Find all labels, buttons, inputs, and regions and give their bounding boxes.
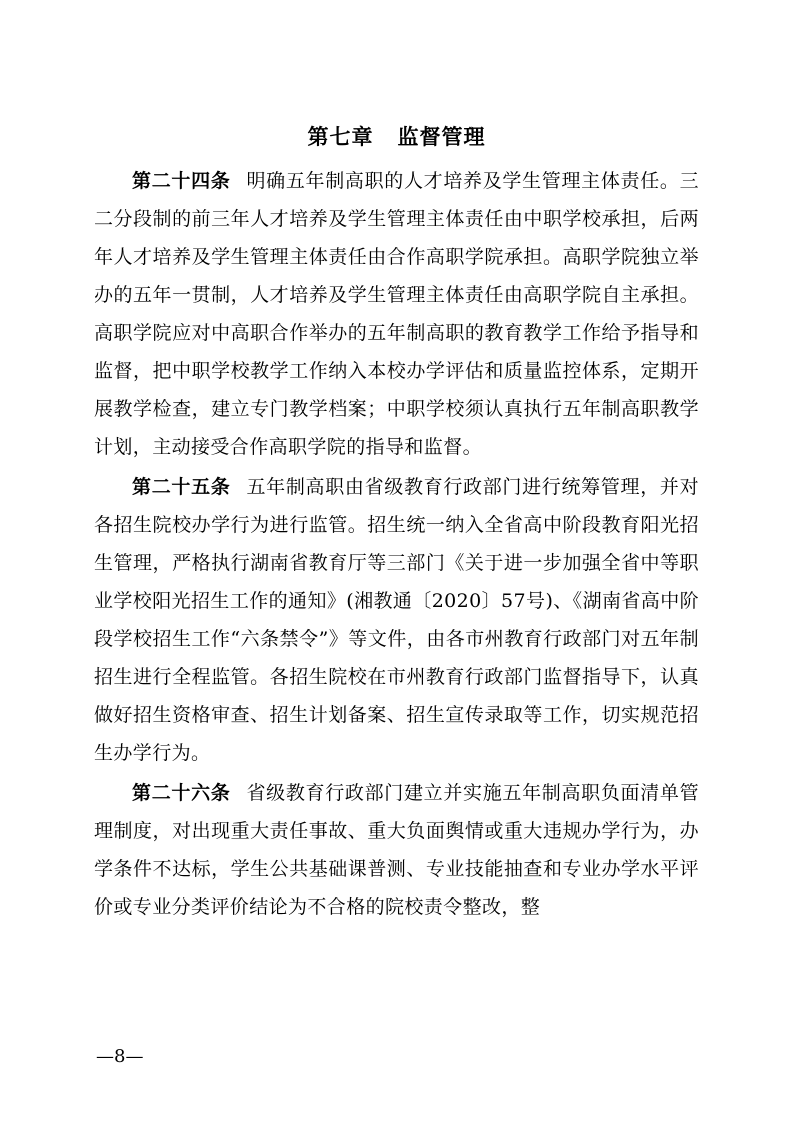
article-25-label: 第二十五条	[132, 476, 231, 498]
chapter-title	[94, 122, 699, 152]
page-content	[94, 122, 699, 928]
article-26-label: 第二十六条	[132, 782, 231, 804]
article-24-label: 第二十四条	[132, 170, 231, 192]
article-26-text: 省级教育行政部门建立并实施五年制高职负面清单管理制度，对出现重大责任事故、重大负面舆情或重大违规办学行为，办学条件不达标，学生公共基础课普测、专业技能抽查和专业办学水平评价或专业分类评价结论为不合格的院校责令整改，整	[94, 782, 699, 918]
article-26	[94, 774, 699, 926]
article-24	[94, 162, 699, 466]
article-24-text: 明确五年制高职的人才培养及学生管理主体责任。三二分段制的前三年人才培养及学生管理主体责任由中职学校承担，后两年人才培养及学生管理主体责任由合作高职学院承担。高职学院独立举办的五年一贯制，人才培养及学生管理主体责任由高职学院自主承担。高职学院应对中高职合作举办的五年制高职的教育教学工作给予指导和监督，把中职学校教学工作纳入本校办学评估和质量监控体系，定期开展教学检查，建立专门教学档案；中职学校须认真执行五年制高职教学计划，主动接受合作高职学院的指导和监督。	[94, 170, 699, 458]
chapter-number: 第七章	[307, 125, 374, 149]
article-25-text: 五年制高职由省级教育行政部门进行统筹管理，并对各招生院校办学行为进行监管。招生统一纳入全省高中阶段教育阳光招生管理，严格执行湖南省教育厅等三部门《关于进一步加强全省中等职业学校阳光招生工作的通知》(湘教通〔2020〕57号)、《湖南省高中阶段学校招生工作“六条禁令”》等文件，由各市州教育行政部门对五年制招生进行全程监管。各招生院校在市州教育行政部门监督指导下，认真做好招生资格审查、招生计划备案、招生宣传录取等工作，切实规范招生办学行为。	[94, 476, 699, 764]
article-25	[94, 468, 699, 772]
page-number: —8—	[96, 1046, 144, 1067]
chapter-name: 监督管理	[397, 125, 486, 149]
